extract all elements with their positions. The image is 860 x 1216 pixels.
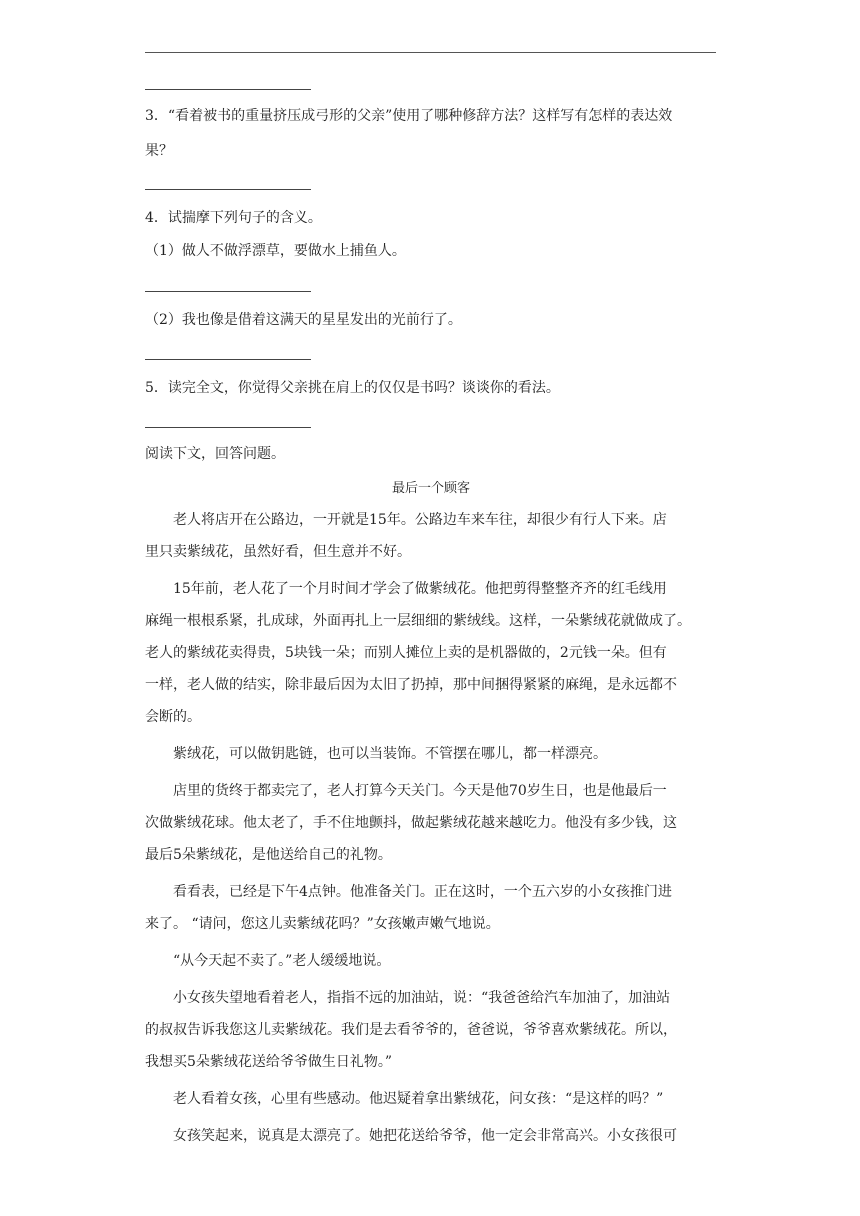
passage-line: 老人看着女孩，心里有些感动。他迟疑着拿出紫绒花，问女孩：“是这样的吗？” xyxy=(173,1091,664,1107)
answer-blank[interactable] xyxy=(145,427,311,428)
passage-line: 一样，老人做的结实，除非最后因为太旧了扔掉，那中间捆得紧紧的麻绳，是永远都不 xyxy=(145,677,677,693)
answer-blank[interactable] xyxy=(145,89,311,90)
question-4: 4．试揣摩下列句子的含义。 xyxy=(145,210,322,226)
passage-line: 我想买5朵紫绒花送给爷爷做生日礼物。” xyxy=(145,1054,393,1070)
passage-line: “从今天起不卖了。”老人缓缓地说。 xyxy=(173,953,391,969)
passage-line: 的叔叔告诉我您这儿卖紫绒花。我们是去看爷爷的，爸爸说，爷爷喜欢紫绒花。所以， xyxy=(145,1022,677,1038)
answer-blank[interactable] xyxy=(145,189,311,190)
question-3-line-1: 3．“看着被书的重量挤压成弓形的父亲”使用了哪种修辞方法？这样写有怎样的表达效 xyxy=(145,108,673,124)
passage-line: 15年前，老人花了一个月时间才学会了做紫绒花。他把剪得整整齐齐的红毛线用 xyxy=(173,581,667,597)
answer-blank[interactable] xyxy=(145,359,311,360)
passage-line: 小女孩失望地看着老人，指指不远的加油站，说：“我爸爸给汽车加油了，加油站 xyxy=(173,990,671,1006)
question-5: 5．读完全文，你觉得父亲挑在肩上的仅仅是书吗？谈谈你的看法。 xyxy=(145,380,560,396)
passage-line: 里只卖紫绒花，虽然好看，但生意并不好。 xyxy=(145,544,411,560)
question-4-1: （1）做人不做浮漂草，要做水上捕鱼人。 xyxy=(145,243,406,259)
passage-line: 女孩笑起来，说真是太漂亮了。她把花送给爷爷，他一定会非常高兴。小女孩很可 xyxy=(173,1128,677,1144)
question-4-2: （2）我也像是借着这满天的星星发出的光前行了。 xyxy=(145,312,462,328)
passage-line: 最后5朵紫绒花，是他送给自己的礼物。 xyxy=(145,847,392,863)
passage-line: 紫绒花，可以做钥匙链，也可以当装饰。不管摆在哪儿，都一样漂亮。 xyxy=(173,746,607,762)
passage-title: 最后一个顾客 xyxy=(391,481,470,496)
passage-line: 店里的货终于都卖完了，老人打算今天关门。今天是他70岁生日，也是他最后一 xyxy=(173,783,667,799)
passage-line: 会断的。 xyxy=(145,709,201,725)
passage-line: 看看表，已经是下午4点钟。他准备关门。正在这时，一个五六岁的小女孩推门进 xyxy=(173,884,672,900)
passage-line: 次做紫绒花球。他太老了，手不住地颤抖，做起紫绒花越来越吃力。他没有多少钱，这 xyxy=(145,815,677,831)
passage-line: 麻绳一根根系紧，扎成球，外面再扎上一层细细的紫绒线。这样，一朵紫绒花就做成了。 xyxy=(145,613,691,629)
header-rule xyxy=(145,52,716,53)
passage-line: 老人将店开在公路边，一开就是15年。公路边车来车往，却很少有行人下来。店 xyxy=(173,512,667,528)
passage-line: 来了。 “请问，您这儿卖紫绒花吗？”女孩嫩声嫩气地说。 xyxy=(145,916,500,932)
passage-line: 老人的紫绒花卖得贵，5块钱一朵；而别人摊位上卖的是机器做的，2元钱一朵。但有 xyxy=(145,645,667,661)
reading-instruction: 阅读下文，回答问题。 xyxy=(145,446,285,462)
answer-blank[interactable] xyxy=(145,291,311,292)
question-3-line-2: 果？ xyxy=(145,143,173,159)
